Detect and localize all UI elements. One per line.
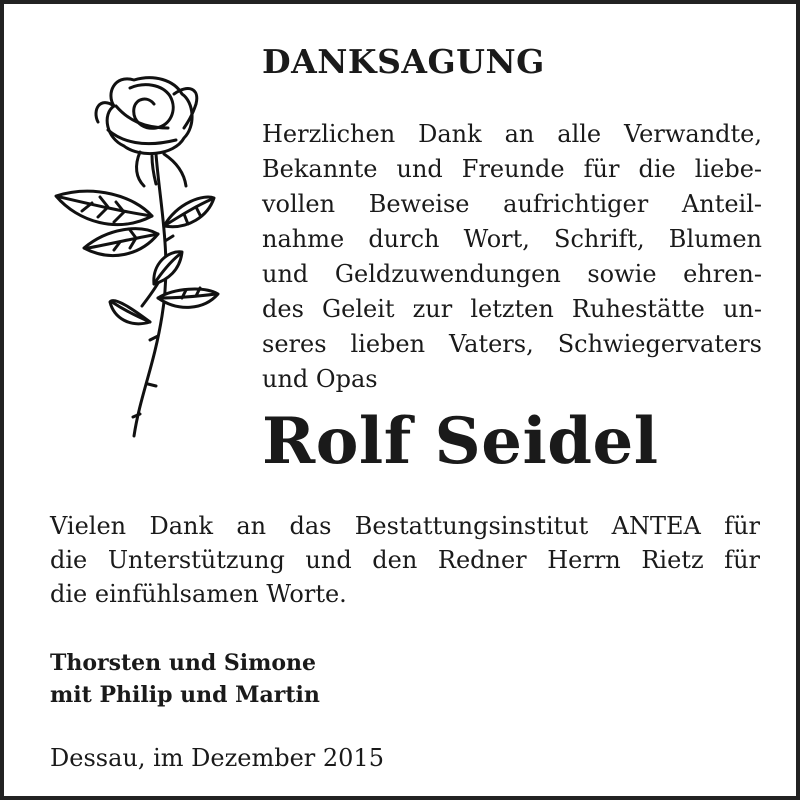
- place-date: Dessau, im Dezember 2015: [50, 744, 384, 772]
- signature: [50, 647, 320, 711]
- funeral-thanks-line: die Unterstützung und den Redner Herrn Rietz für: [50, 546, 760, 574]
- rose-illustration: [44, 66, 234, 446]
- thanks-line: des Geleit zur letzten Ruhestätte un-: [262, 295, 762, 323]
- signature-line: mit Philip und Martin: [50, 682, 320, 708]
- thanks-line: nahme durch Wort, Schrift, Blumen: [262, 225, 762, 253]
- thanks-line: Herzlichen Dank an alle Verwandte,: [262, 120, 762, 148]
- thanks-line: und Opas: [262, 365, 378, 393]
- thanks-line: seres lieben Vaters, Schwiegervaters: [262, 330, 762, 358]
- thanks-line: Bekannte und Freunde für die liebe-: [262, 155, 762, 183]
- thanks-paragraph: [262, 117, 762, 397]
- funeral-thanks-line: die einfühlsamen Worte.: [50, 580, 347, 608]
- funeral-thanks-line: Vielen Dank an das Bestattungsinstitut ANTEA für: [50, 512, 760, 540]
- signature-line: Thorsten und Simone: [50, 650, 317, 676]
- thanks-line: vollen Beweise aufrichtiger Anteil-: [262, 190, 762, 218]
- page-title: DANKSAGUNG: [262, 42, 545, 81]
- funeral-thanks-paragraph: [50, 509, 760, 611]
- thanks-line: und Geldzuwendungen sowie ehren-: [262, 260, 762, 288]
- deceased-name: Rolf Seidel: [262, 404, 659, 479]
